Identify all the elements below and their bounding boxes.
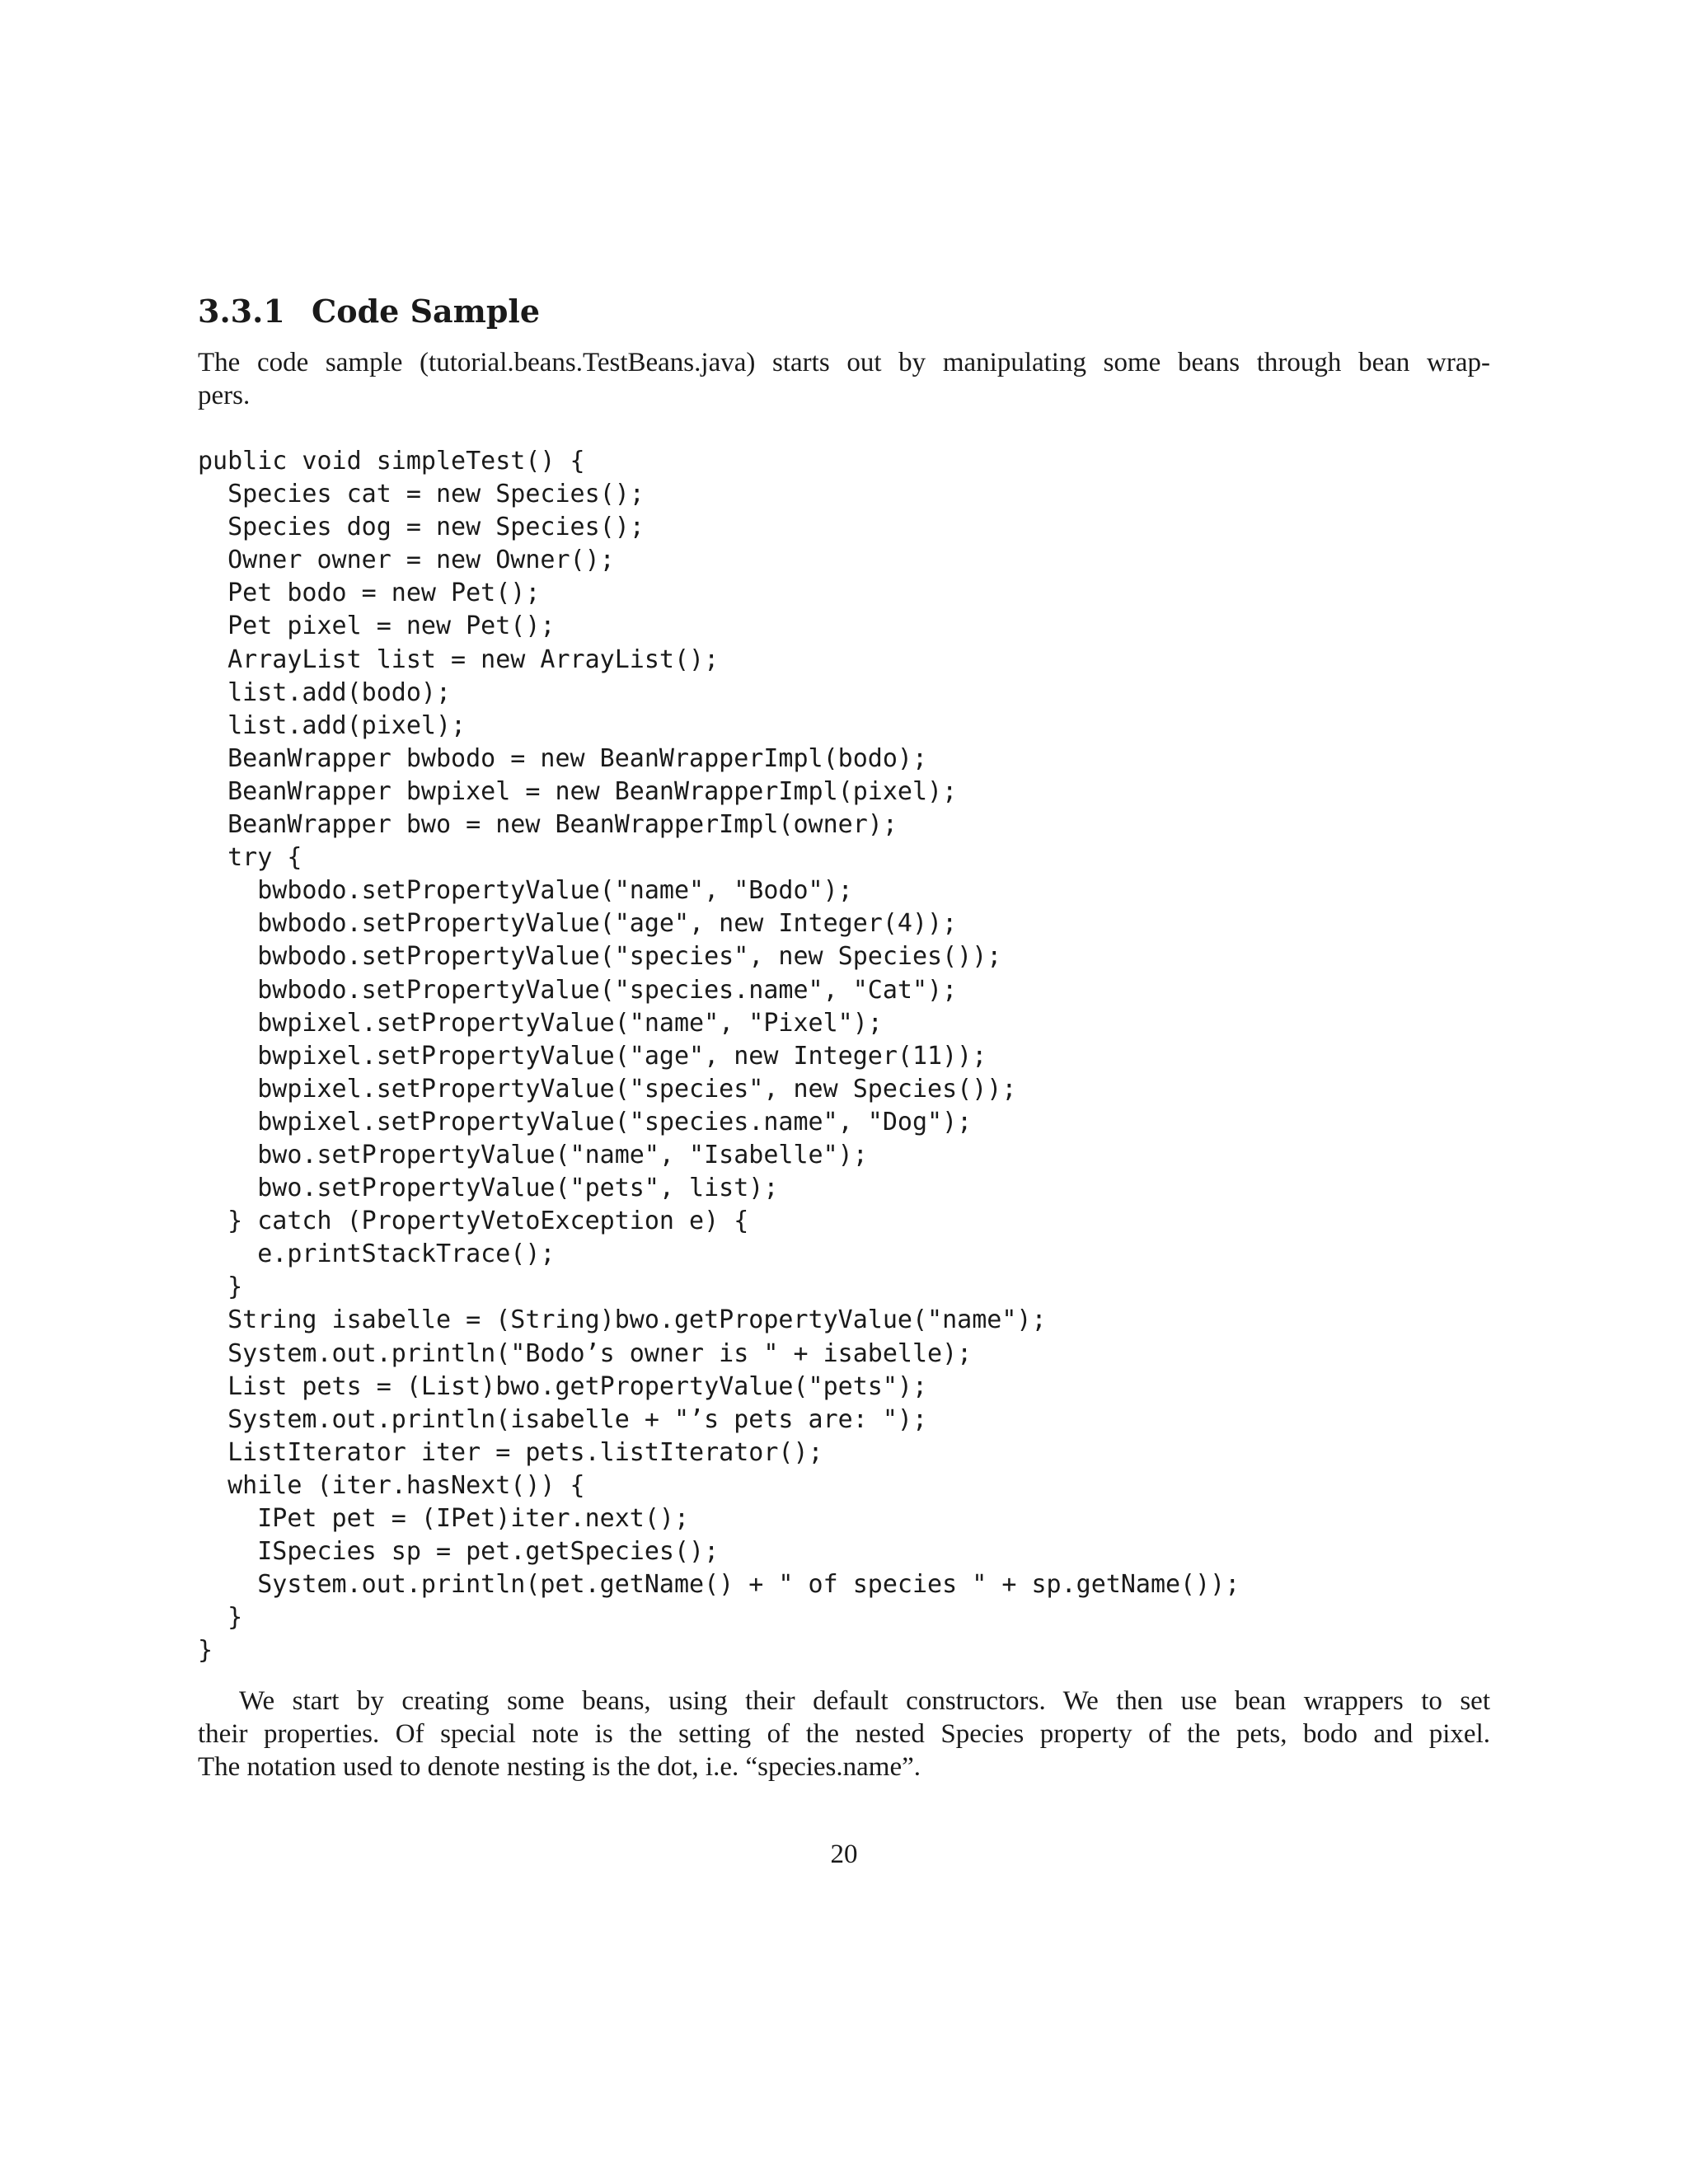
document-page [198, 0, 1490, 2184]
section-title: Code Sample [312, 293, 541, 330]
code-line: ISpecies sp = pet.getSpecies(); [198, 1537, 720, 1567]
code-line: try { [198, 843, 302, 873]
section-number: 3.3.1 [198, 293, 285, 330]
code-line: System.out.println(isabelle + "’s pets are: "); [198, 1404, 928, 1434]
code-line: } [198, 1603, 243, 1633]
code-listing [198, 445, 1240, 1667]
code-line: bwpixel.setPropertyValue("species", new Species()); [198, 1074, 1017, 1104]
code-line: System.out.println("Bodo’s owner is " + isabelle); [198, 1338, 973, 1368]
code-line: Pet bodo = new Pet(); [198, 579, 541, 608]
code-line: bwpixel.setPropertyValue("species.name", "Dog"); [198, 1107, 973, 1137]
code-line: while (iter.hasNext()) { [198, 1470, 585, 1500]
code-line: bwbodo.setPropertyValue("species.name", "Cat"); [198, 975, 958, 1005]
code-line: IPet pet = (IPet)iter.next(); [198, 1504, 690, 1533]
code-line: Owner owner = new Owner(); [198, 546, 615, 575]
intro-line: The code sample (tutorial.beans.TestBeans.java) starts out by manipulating some beans through bean wrap- [198, 348, 1490, 377]
code-line: bwbodo.setPropertyValue("age", new Integer(4)); [198, 909, 958, 939]
paragraph-line: The notation used to denote nesting is the dot, i.e. “species.name”. [198, 1752, 921, 1782]
code-line: Species dog = new Species(); [198, 513, 645, 542]
code-line: e.printStackTrace(); [198, 1240, 556, 1269]
code-line: Pet pixel = new Pet(); [198, 612, 556, 641]
code-line: ListIterator iter = pets.listIterator(); [198, 1437, 823, 1467]
code-line: BeanWrapper bwbodo = new BeanWrapperImpl(bodo); [198, 743, 928, 773]
intro-paragraph [198, 346, 1490, 412]
code-line: bwo.setPropertyValue("pets", list); [198, 1174, 779, 1203]
code-line: bwpixel.setPropertyValue("name", "Pixel"); [198, 1008, 883, 1038]
page-number: 20 [830, 1840, 858, 1869]
code-line: list.add(pixel); [198, 710, 467, 740]
code-line: bwbodo.setPropertyValue("name", "Bodo"); [198, 876, 853, 906]
intro-line: pers. [198, 381, 251, 410]
code-line: BeanWrapper bwpixel = new BeanWrapperImpl(pixel); [198, 776, 958, 806]
code-line: ArrayList list = new ArrayList(); [198, 644, 720, 674]
code-line: } [198, 1272, 243, 1302]
code-line: bwo.setPropertyValue("name", "Isabelle"); [198, 1140, 868, 1169]
paragraph-line: their properties. Of special note is the setting of the nested Species property of the pets, bodo and pixel. [198, 1719, 1490, 1749]
code-line: public void simpleTest() { [198, 447, 585, 476]
code-line: List pets = (List)bwo.getPropertyValue("pets"); [198, 1371, 928, 1401]
code-line: } [198, 1636, 213, 1666]
code-line: list.add(bodo); [198, 677, 452, 707]
section-heading [198, 290, 540, 333]
code-line: Species cat = new Species(); [198, 480, 645, 509]
code-line: } catch (PropertyVetoException e) { [198, 1207, 749, 1236]
code-line: bwpixel.setPropertyValue("age", new Integer(11)); [198, 1041, 987, 1071]
code-line: bwbodo.setPropertyValue("species", new Species()); [198, 942, 1002, 972]
code-line: System.out.println(pet.getName() + " of species " + sp.getName()); [198, 1570, 1240, 1600]
code-line: BeanWrapper bwo = new BeanWrapperImpl(owner); [198, 810, 898, 840]
code-line: String isabelle = (String)bwo.getPropertyValue("name"); [198, 1305, 1047, 1335]
body-paragraph [198, 1685, 1490, 1783]
paragraph-line: We start by creating some beans, using their default constructors. We then use bean wrappers to set [239, 1686, 1490, 1716]
